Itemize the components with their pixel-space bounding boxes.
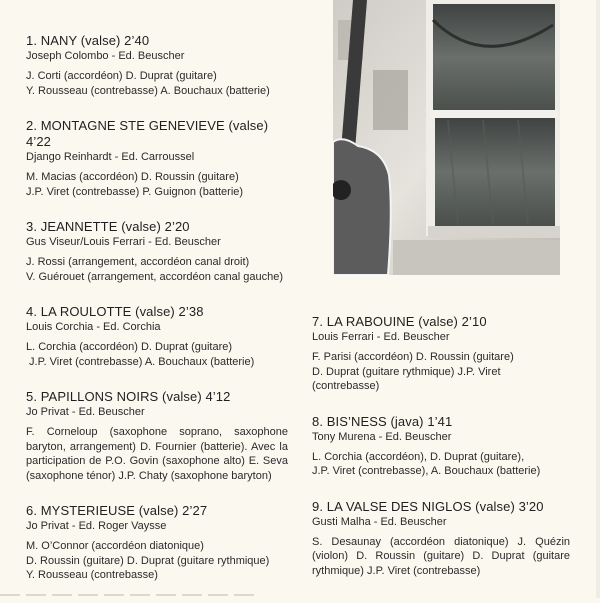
credit-line: F. Parisi (accordéon) D. Roussin (guitare) — [312, 351, 514, 363]
curtain-top — [433, 4, 555, 112]
credit-line: J. Corti (accordéon) D. Duprat (guitare) — [26, 70, 217, 82]
track-2 — [26, 118, 288, 199]
track-4 — [26, 304, 288, 369]
credit-line: F. Corneloup (saxophone soprano, saxophone baryton, arrangement) D. Fournier (batterie). Avec la participation de P.O. Govin (saxophone alto) E. Seva (saxophone ténor) J.P. Chaty (saxophone baryton) — [26, 426, 288, 482]
track-9 — [312, 499, 570, 579]
track-5 — [26, 389, 288, 483]
track-author: Louis Ferrari - Ed. Beuscher — [312, 331, 450, 343]
track-author: Tony Murena - Ed. Beuscher — [312, 430, 452, 443]
track-title: 9. LA VALSE DES NIGLOS (valse) 3’20 — [312, 498, 544, 514]
credit-line: L. Corchia (accordéon) D. Duprat (guitare) — [26, 341, 233, 353]
track-title: 2. MONTAGNE STE GENEVIEVE (valse) 4’22 — [26, 118, 269, 149]
track-author: Louis Corchia - Ed. Corchia — [26, 321, 161, 333]
track-credits — [26, 69, 288, 98]
track-credits — [26, 539, 288, 583]
track-7 — [312, 314, 570, 394]
credit-line: J.P. Viret (contrebasse) A. Bouchaux (batterie) — [26, 355, 255, 368]
track-credits — [26, 170, 288, 199]
track-credits — [312, 450, 570, 479]
track-title: 4. LA ROULOTTE (valse) 2’38 — [26, 304, 204, 319]
tracklist-right-column — [312, 314, 570, 598]
track-6 — [26, 503, 288, 583]
track-title: 8. BIS’NESS (java) 1’41 — [312, 413, 453, 429]
credit-line: J.P. Viret (contrebasse) P. Guignon (batterie) — [26, 185, 244, 198]
track-3 — [26, 219, 288, 284]
track-author: Jo Privat - Ed. Beuscher — [26, 406, 145, 418]
page-edge — [596, 0, 600, 598]
track-title: 5. PAPILLONS NOIRS (valse) 4’12 — [26, 389, 231, 404]
track-title: 6. MYSTERIEUSE (valse) 2’27 — [26, 503, 208, 518]
credit-line: L. Corchia (accordéon), D. Duprat (guitare), — [312, 450, 525, 463]
track-credits — [312, 350, 570, 394]
credit-line: S. Desaunay (accordéon diatonique) J. Quézin (violon) D. Roussin (guitare) D. Duprat (guitare rythmique) J.P. Viret (contrebasse) — [312, 535, 570, 577]
track-title: 3. JEANNETTE (valse) 2’20 — [26, 219, 190, 234]
credit-line: D. Duprat (guitare rythmique) J.P. Viret (contrebasse) — [312, 365, 501, 392]
track-author: Gus Viseur/Louis Ferrari - Ed. Beuscher — [26, 236, 221, 248]
scan-edge-mark — [0, 594, 260, 596]
track-credits — [26, 425, 288, 483]
credit-line: V. Guérouet (arrangement, accordéon canal gauche) — [26, 270, 284, 283]
track-author: Django Reinhardt - Ed. Carroussel — [26, 151, 195, 163]
tracklist-left-column — [26, 33, 288, 603]
credit-line: J.P. Viret (contrebasse), A. Bouchaux (batterie) — [312, 465, 541, 477]
credit-line: Y. Rousseau (contrebasse) — [26, 569, 158, 581]
credit-line: M. Macias (accordéon) D. Roussin (guitare) — [26, 171, 239, 183]
track-credits — [312, 535, 570, 579]
track-author: Joseph Colombo - Ed. Beuscher — [26, 50, 185, 62]
credit-line: D. Roussin (guitare) D. Duprat (guitare rythmique) — [26, 554, 270, 567]
guitar-window-photo — [333, 0, 560, 275]
credit-line: Y. Rousseau (contrebasse) A. Bouchaux (batterie) — [26, 84, 270, 97]
credit-line: J. Rossi (arrangement, accordéon canal droit) — [26, 256, 250, 268]
track-title: 1. NANY (valse) 2’40 — [26, 33, 150, 48]
track-1 — [26, 33, 288, 98]
track-credits — [26, 255, 288, 284]
track-author: Jo Privat - Ed. Roger Vaysse — [26, 520, 167, 532]
photo-illustration — [333, 0, 560, 275]
track-8 — [312, 414, 570, 479]
credit-line: M. O’Connor (accordéon diatonique) — [26, 540, 204, 552]
track-author: Gusti Malha - Ed. Beuscher — [312, 515, 447, 528]
track-title: 7. LA RABOUINE (valse) 2’10 — [312, 314, 487, 329]
track-credits — [26, 340, 288, 369]
